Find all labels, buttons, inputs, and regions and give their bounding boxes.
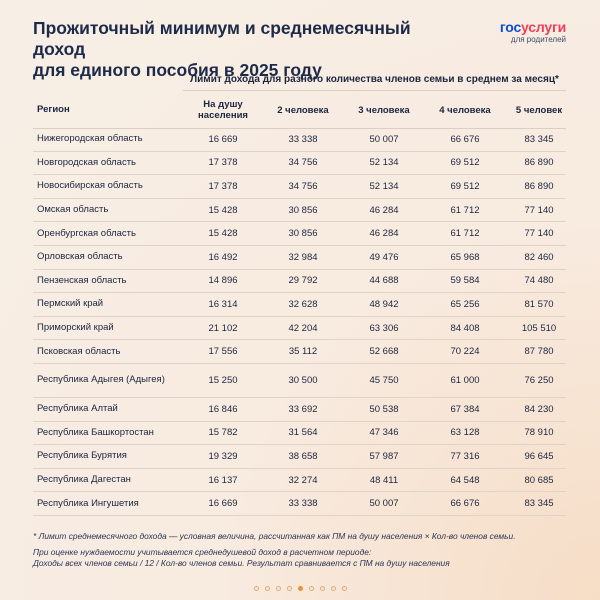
value-cell: 45 750 (369, 374, 399, 386)
pagination-dot[interactable] (320, 586, 325, 591)
pagination-dot[interactable] (309, 586, 314, 591)
table-row (33, 364, 566, 398)
value-cell: 57 987 (369, 450, 399, 462)
value-cell: 33 338 (288, 498, 318, 510)
col-header-per-capita: На душу населения (198, 99, 248, 121)
value-cell: 63 128 (450, 427, 480, 439)
table-row (33, 469, 566, 493)
value-cell: 42 204 (288, 322, 318, 334)
region-cell: Республика Адыгея (Адыгея) (37, 374, 165, 386)
group-header: Лимит дохода для разного количества членов семьи в среднем за месяц* (183, 70, 566, 91)
value-cell: 77 140 (524, 228, 554, 240)
region-cell: Псковская область (37, 345, 121, 357)
value-cell: 33 692 (288, 403, 318, 415)
value-cell: 83 345 (524, 133, 554, 145)
value-cell: 44 688 (369, 275, 399, 287)
value-cell: 15 428 (208, 204, 238, 216)
value-cell: 65 968 (450, 251, 480, 263)
table-row (33, 175, 566, 199)
value-cell: 77 140 (524, 204, 554, 216)
value-cell: 17 556 (208, 346, 238, 358)
col-header-5: 5 человек (515, 104, 563, 116)
pagination-dot[interactable] (276, 586, 281, 591)
value-cell: 16 846 (208, 403, 238, 415)
value-cell: 86 890 (524, 180, 554, 192)
table-row (33, 398, 566, 422)
value-cell: 34 756 (288, 180, 318, 192)
pagination-dot[interactable] (331, 586, 336, 591)
value-cell: 46 284 (369, 228, 399, 240)
table-row (33, 270, 566, 294)
value-cell: 87 780 (524, 346, 554, 358)
value-cell: 66 676 (450, 133, 480, 145)
table-row (33, 492, 566, 516)
logo-part-2: услуги (521, 19, 566, 35)
value-cell: 15 428 (208, 228, 238, 240)
value-cell: 30 856 (288, 228, 318, 240)
value-cell: 83 345 (524, 498, 554, 510)
region-cell: Нижегородская область (37, 133, 143, 145)
value-cell: 16 137 (208, 474, 238, 486)
pagination-dot[interactable] (298, 586, 303, 591)
value-cell: 48 942 (369, 298, 399, 310)
region-cell: Пермский край (37, 298, 104, 310)
col-header-2: 2 человека (277, 104, 329, 116)
pagination-dots (0, 578, 600, 596)
value-cell: 63 306 (369, 322, 399, 334)
value-cell: 78 910 (524, 427, 554, 439)
table-row (33, 445, 566, 469)
footnote-asterisk: * Лимит среднемесячного дохода — условная величина, рассчитанная как ПМ на душу населения × Кол-во членов семьи. (33, 531, 516, 541)
value-cell: 50 538 (369, 403, 399, 415)
value-cell: 17 378 (208, 157, 238, 169)
value-cell: 17 378 (208, 180, 238, 192)
region-cell: Республика Дагестан (37, 474, 131, 486)
table-row (33, 199, 566, 223)
footnote-line-2: При оценке нуждаемости учитывается среднедушевой доход в расчетном периоде: (33, 547, 372, 557)
region-cell: Республика Алтай (37, 403, 118, 415)
value-cell: 52 668 (369, 346, 399, 358)
value-cell: 86 890 (524, 157, 554, 169)
value-cell: 65 256 (450, 298, 480, 310)
footnote-calculation (33, 547, 573, 569)
value-cell: 84 408 (450, 322, 480, 334)
value-cell: 19 329 (208, 450, 238, 462)
value-cell: 84 230 (524, 403, 554, 415)
value-cell: 29 792 (288, 275, 318, 287)
table-body (33, 128, 566, 516)
value-cell: 34 756 (288, 157, 318, 169)
logo-part-1: гос (499, 19, 522, 35)
value-cell: 77 316 (450, 450, 480, 462)
title-line-2: для единого пособия в 2025 году (33, 60, 322, 80)
table-row (33, 222, 566, 246)
value-cell: 69 512 (450, 157, 480, 169)
value-cell: 16 669 (208, 498, 238, 510)
value-cell: 49 476 (369, 251, 399, 263)
gosuslugi-logo (500, 20, 566, 45)
region-cell: Республика Башкортостан (37, 426, 154, 438)
region-cell: Приморский край (37, 322, 114, 334)
region-cell: Орловская область (37, 251, 123, 263)
value-cell: 82 460 (524, 251, 554, 263)
value-cell: 105 510 (521, 322, 557, 334)
value-cell: 30 856 (288, 204, 318, 216)
value-cell: 21 102 (208, 322, 238, 334)
value-cell: 52 134 (369, 180, 399, 192)
table-row (33, 317, 566, 341)
col-header-4: 4 человека (439, 104, 491, 116)
region-cell: Омская область (37, 204, 109, 216)
pagination-dot[interactable] (342, 586, 347, 591)
region-header: Регион (37, 104, 70, 115)
table-row (33, 152, 566, 176)
value-cell: 50 007 (369, 133, 399, 145)
value-cell: 32 628 (288, 298, 318, 310)
region-cell: Новгородская область (37, 156, 136, 168)
table-row (33, 293, 566, 317)
region-cell: Оренбургская область (37, 227, 136, 239)
table-row (33, 246, 566, 270)
value-cell: 35 112 (288, 346, 318, 358)
value-cell: 59 584 (450, 275, 480, 287)
title-line-1: Прожиточный минимум и среднемесячный доход (33, 18, 411, 59)
footnote-line-3: Доходы всех членов семьи / 12 / Кол-во членов семьи. Результат сравнивается с ПМ на душу населения (33, 558, 450, 568)
value-cell: 32 984 (288, 251, 318, 263)
region-cell: Новосибирская область (37, 180, 143, 192)
value-cell: 50 007 (369, 498, 399, 510)
table-row (33, 340, 566, 364)
table-row (33, 422, 566, 446)
value-cell: 30 500 (288, 374, 318, 386)
value-cell: 69 512 (450, 180, 480, 192)
value-cell: 32 274 (288, 474, 318, 486)
header-row (33, 92, 566, 129)
value-cell: 47 346 (369, 427, 399, 439)
value-cell: 64 548 (450, 474, 480, 486)
region-cell: Пензенская область (37, 274, 127, 286)
value-cell: 46 284 (369, 204, 399, 216)
value-cell: 76 250 (524, 374, 554, 386)
value-cell: 14 896 (208, 275, 238, 287)
value-cell: 74 480 (524, 275, 554, 287)
value-cell: 61 712 (450, 228, 480, 240)
value-cell: 61 712 (450, 204, 480, 216)
col-header-3: 3 человека (358, 104, 410, 116)
pagination-dot[interactable] (254, 586, 259, 591)
value-cell: 70 224 (450, 346, 480, 358)
value-cell: 81 570 (524, 298, 554, 310)
value-cell: 38 658 (288, 450, 318, 462)
value-cell: 16 669 (208, 133, 238, 145)
pagination-dot[interactable] (265, 586, 270, 591)
value-cell: 61 000 (450, 374, 480, 386)
value-cell: 96 645 (524, 450, 554, 462)
value-cell: 16 492 (208, 251, 238, 263)
value-cell: 33 338 (288, 133, 318, 145)
value-cell: 52 134 (369, 157, 399, 169)
region-cell: Республика Ингушетия (37, 497, 139, 509)
region-cell: Республика Бурятия (37, 450, 127, 462)
value-cell: 15 782 (208, 427, 238, 439)
value-cell: 66 676 (450, 498, 480, 510)
table-row (33, 128, 566, 152)
logo-subtitle: для родителей (510, 35, 566, 44)
value-cell: 31 564 (288, 427, 318, 439)
value-cell: 16 314 (208, 298, 238, 310)
pagination-dot[interactable] (287, 586, 292, 591)
value-cell: 15 250 (208, 374, 238, 386)
value-cell: 80 685 (524, 474, 554, 486)
value-cell: 67 384 (450, 403, 480, 415)
value-cell: 48 411 (369, 474, 399, 486)
